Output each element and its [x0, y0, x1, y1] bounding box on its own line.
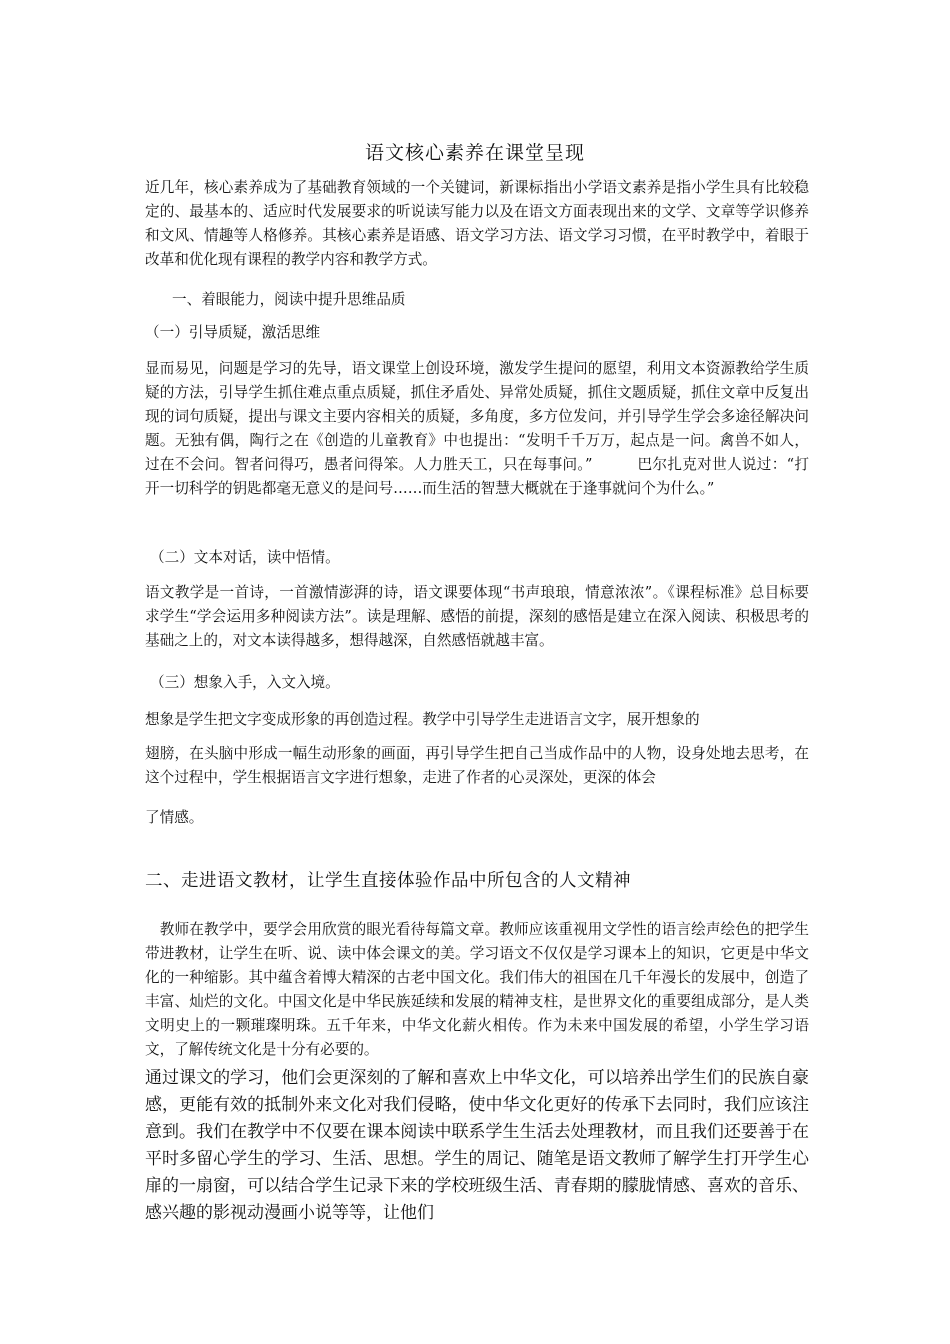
sub2-paragraph: 语文教学是一首诗，一首激情澎湃的诗，语文课要体现“书声琅琅，情意浓浓”。《课程标准》总目标要求学生“学会运用多种阅读方法”。读是理解、感悟的前提，深刻的感悟是建立在深入阅读、积极思考的基础之上的，对文本读得越多，想得越深，自然感悟就越丰富。 — [145, 584, 809, 649]
sub3-line3: 了情感。 — [145, 809, 204, 826]
section2-paragraph: 教师在教学中，要学会用欣赏的眼光看待每篇文章。教师应该重视用文学性的语言绘声绘色的把学生带进教材，让学生在听、说、读中体会课文的美。学习语文不仅仅是学习课本上的知识，它更是中华文化的一种缩影。其中蕴含着博大精深的古老中国文化。我们伟大的祖国在几千年漫长的发展中，创造了丰富、灿烂的文化。中国文化是中华民族延续和发展的精神支柱，是世界文化的重要组成部分，是人类文明史上的一颗璀璨明珠。五千年来，中华文化薪火相传。作为未来中国发展的希望，小学生学习语文，了解传统文化是十分有必要的。 — [145, 921, 809, 1058]
document-title: 语文核心素养在课堂呈现 — [364, 142, 585, 164]
sub3-line1: 想象是学生把文字变成形象的再创造过程。教学中引导学生走进语言文字，展开想象的 — [145, 711, 700, 728]
section2-heading: 二、走进语文教材，让学生直接体验作品中所包含的人文精神 — [145, 871, 631, 891]
intro-paragraph: 近几年，核心素养成为了基础教育领域的一个关键词，新课标指出小学语文素养是指小学生具有比较稳定的、最基本的、适应时代发展要求的听说读写能力以及在语文方面表现出来的文学、文章等学识修养和文风、情趣等人格修养。其核心素养是语感、语文学习方法、语文学习习惯，在平时教学中，着眼于改革和优化现有课程的教学内容和教学方式。 — [145, 179, 809, 268]
sub1-heading: （一）引导质疑，激活思维 — [145, 324, 321, 341]
section1-heading: 一、着眼能力，阅读中提升思维品质 — [172, 291, 406, 308]
sub2-heading: （二）文本对话，读中悟情。 — [150, 549, 340, 566]
sub3-heading: （三）想象入手，入文入境。 — [150, 674, 340, 691]
sub1-paragraph: 显而易见，问题是学习的先导，语文课堂上创设环境，激发学生提问的愿望，利用文本资源教给学生质疑的方法，引导学生抓住难点重点质疑，抓住矛盾处、异常处质疑，抓住文题质疑，抓住文章中反复出现的词句质疑，提出与课文主要内容相关的质疑，多角度，多方位发问，并引导学生学会多途径解决问题。无独有偶，陶行之在《创造的儿童教育》中也提出：“发明千千万万，起点是一问。禽兽不如人，过在不会问。智者问得巧，愚者问得笨。人力胜天工，只在每事问。” 巴尔扎克对世人说过：“打开一切科学的钥匙都毫无意义的是问号……而生活的智慧大概就在于逢事就问个为什么。” — [145, 360, 809, 497]
section2-paragraph-continued: 通过课文的学习，他们会更深刻的了解和喜欢上中华文化，可以培养出学生们的民族自豪感，更能有效的抵制外来文化对我们侵略，使中华文化更好的传承下去同时，我们应该注意到。我们在教学中不仅要在课本阅读中联系学生生活去处理教材，而且我们还要善于在平时多留心学生的学习、生活、思想。学生的周记、随笔是语文教师了解学生打开学生心扉的一扇窗，可以结合学生记录下来的学校班级生活、青春期的朦胧情感、喜欢的音乐、感兴趣的影视动漫画小说等等，让他们 — [145, 1068, 809, 1223]
sub3-line2: 翅膀，在头脑中形成一幅生动形象的画面，再引导学生把自己当成作品中的人物，设身处地去思考，在这个过程中，学生根据语言文字进行想象，走进了作者的心灵深处，更深的体会 — [145, 745, 809, 786]
